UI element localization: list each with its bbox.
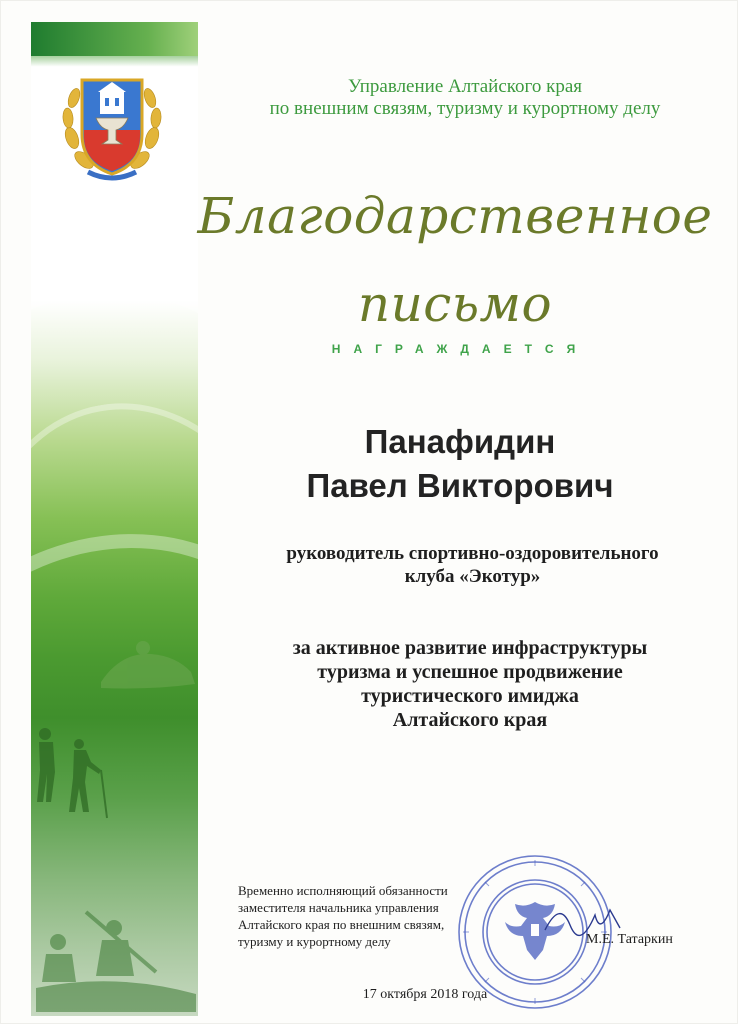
band-top-strip <box>31 22 198 56</box>
recipient-name <box>230 420 690 508</box>
reason-line-3: туристического имиджа <box>361 685 579 707</box>
recipient-given-names: Павел Викторович <box>306 467 614 504</box>
signatory-title <box>238 882 498 950</box>
coat-of-arms-icon <box>58 68 166 188</box>
issue-date: 17 октября 2018 года <box>362 987 488 1002</box>
reason-line-2: туризма и успешное продвижение <box>317 661 623 683</box>
recipient-surname: Панафидин <box>364 423 556 460</box>
signatory-line-2: заместителя начальника управления <box>238 900 439 915</box>
hikers-silhouette <box>31 722 151 832</box>
issuer-header <box>215 76 715 120</box>
issuer-line-1: Управление Алтайского края <box>347 76 583 97</box>
signatory-line-1: Временно исполняющий обязанности <box>238 883 448 898</box>
signatory-line-4: туризму и курортному делу <box>238 934 391 949</box>
title-line-1: Благодарственное <box>197 187 713 245</box>
snowmobile-silhouette <box>91 632 198 702</box>
signatory-name: М.Е. Татаркин <box>586 932 673 947</box>
signatory-line-3: Алтайского края по внешним связям, <box>238 917 445 932</box>
kayakers-silhouette <box>36 902 196 1012</box>
reason-line-1: за активное развитие инфраструктуры <box>292 637 648 659</box>
title-line-2: письмо <box>357 275 553 333</box>
document-title <box>190 172 720 348</box>
reason-line-4: Алтайского края <box>392 709 548 731</box>
awarded-label: НАГРАЖДАЕТСЯ <box>331 342 589 356</box>
recipient-position <box>230 542 715 588</box>
position-line-2: клуба «Экотур» <box>404 566 541 587</box>
issuer-line-2: по внешним связям, туризму и курортному делу <box>269 98 661 119</box>
award-reason <box>225 636 715 732</box>
position-line-1: руководитель спортивно-оздоровительного <box>286 543 659 564</box>
